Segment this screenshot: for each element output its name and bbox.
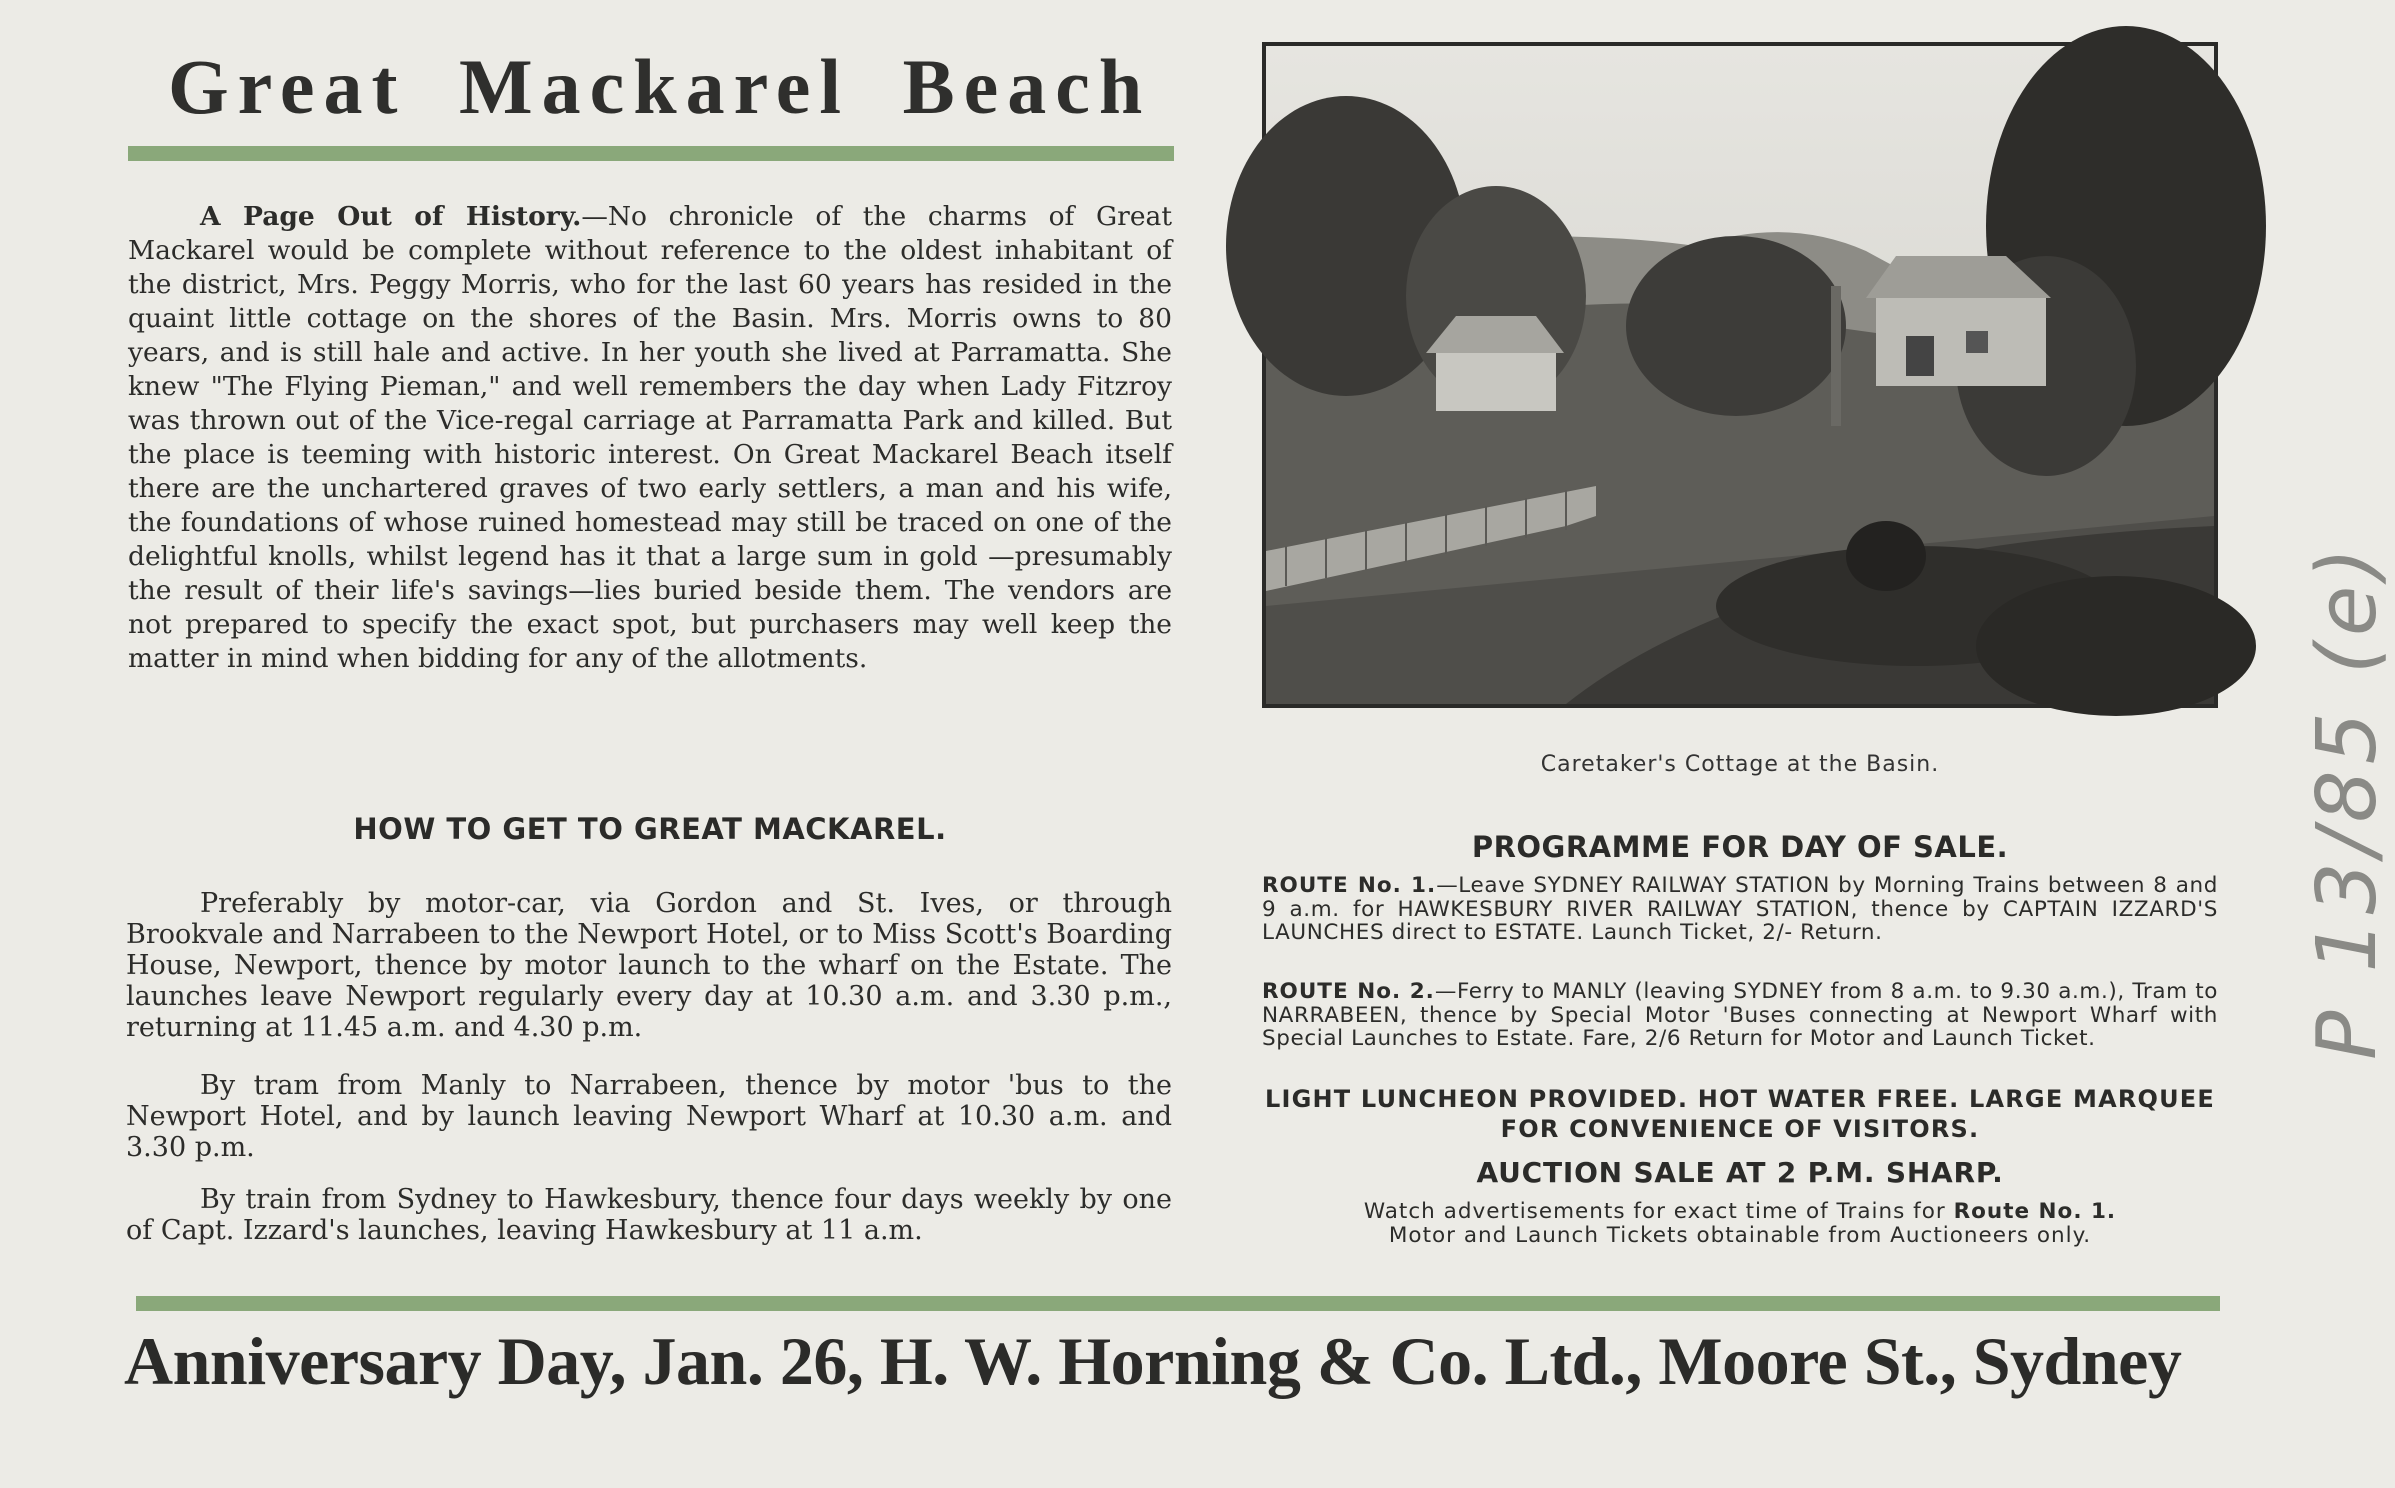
page-title: Great Mackarel Beach bbox=[168, 43, 1152, 130]
history-paragraph bbox=[128, 200, 1172, 676]
auction-heading: AUCTION SALE AT 2 P.M. SHARP. bbox=[1476, 1156, 2004, 1189]
route-1-text: ROUTE No. 1.—Leave SYDNEY RAILWAY STATION by Morning Trains between 8 and 9 a.m. for HAWKESBURY RIVER RAILWAY STATION, thence by CAPTAIN IZZARD'S LAUNCHES direct to ESTATE. Launch Ticket, 2/- Return. bbox=[1262, 873, 2218, 945]
cottage-photo bbox=[1262, 42, 2218, 708]
handwritten-catalogue-number: P 13/85 (e) bbox=[2300, 541, 2395, 1060]
programme-heading: PROGRAMME FOR DAY OF SALE. bbox=[1471, 830, 2009, 864]
route-1-label: ROUTE No. 1. bbox=[1262, 873, 1437, 898]
route-2-text: ROUTE No. 2.—Ferry to MANLY (leaving SYDNEY from 8 a.m. to 9.30 a.m.), Tram to NARRABEEN, thence by Special Motor 'Buses connecting at Newport Wharf with Special Launches to Estate. Fare, 2/6 Return for Motor and Launch Ticket. bbox=[1262, 979, 2218, 1051]
route-2-label: ROUTE No. 2. bbox=[1262, 979, 1435, 1004]
how-to-get-paragraph-1: Preferably by motor-car, via Gordon and St. Ives, or through Brookvale and Narrabeen to the Newport Hotel, or to Miss Scott's Boarding House, Newport, thence by motor launch to the wharf on the Estate. The launches leave Newport regularly every day at 10.30 a.m. and 3.30 p.m., returning at 11.45 a.m. and 4.30 p.m. bbox=[126, 888, 1172, 1043]
how-to-get-heading: HOW TO GET TO GREAT MACKAREL. bbox=[353, 812, 947, 846]
watch-notice: Watch advertisements for exact time of Trains for Route No. 1. Motor and Launch Tickets obtainable from Auctioneers only. bbox=[1363, 1199, 2117, 1248]
history-body: —No chronicle of the charms of Great Mackarel would be complete without reference to the oldest inhabitant of the district, Mrs. Peggy Morris, who for the last 60 years has resided in the quaint little cottage on the shores of the Basin. Mrs. Morris owns to 80 years, and is still hale and active. In her youth she lived at Parramatta. She knew "The Flying Pieman," and well remembers the day when Lady Fitzroy was thrown out of the Vice-regal carriage at Parramatta Park and killed. But the place is teeming with historic interest. On Great Mackarel Beach itself there are the unchartered graves of two early settlers, a man and his wife, the foundations of whose ruined homestead may still be traced on one of the delightful knolls, whilst legend has it that a large sum in gold —presumably the result of their life's savings—lies buried beside them. The vendors are not prepared to specify the exact spot, but purchasers may well keep the matter in mind when bidding for any of the allotments. bbox=[128, 201, 1172, 674]
green-rule-bottom bbox=[136, 1296, 2220, 1311]
history-lead: A Page Out of History. bbox=[200, 201, 582, 232]
green-rule-top bbox=[128, 146, 1174, 161]
footer-line: Anniversary Day, Jan. 26, H. W. Horning & Co. Ltd., Moore St., Sydney bbox=[124, 1323, 2182, 1399]
cottage-photo-illustration bbox=[1266, 46, 2214, 704]
photo-caption: Caretaker's Cottage at the Basin. bbox=[1540, 752, 1940, 777]
luncheon-notice: LIGHT LUNCHEON PROVIDED. HOT WATER FREE. LARGE MARQUEE FOR CONVENIENCE OF VISITORS. bbox=[1265, 1085, 2215, 1143]
how-to-get-paragraph-3: By train from Sydney to Hawkesbury, thence four days weekly by one of Capt. Izzard's launches, leaving Hawkesbury at 11 a.m. bbox=[126, 1184, 1172, 1246]
how-to-get-paragraph-2: By tram from Manly to Narrabeen, thence by motor 'bus to the Newport Hotel, and by launch leaving Newport Wharf at 10.30 a.m. and 3.30 p.m. bbox=[126, 1070, 1172, 1163]
